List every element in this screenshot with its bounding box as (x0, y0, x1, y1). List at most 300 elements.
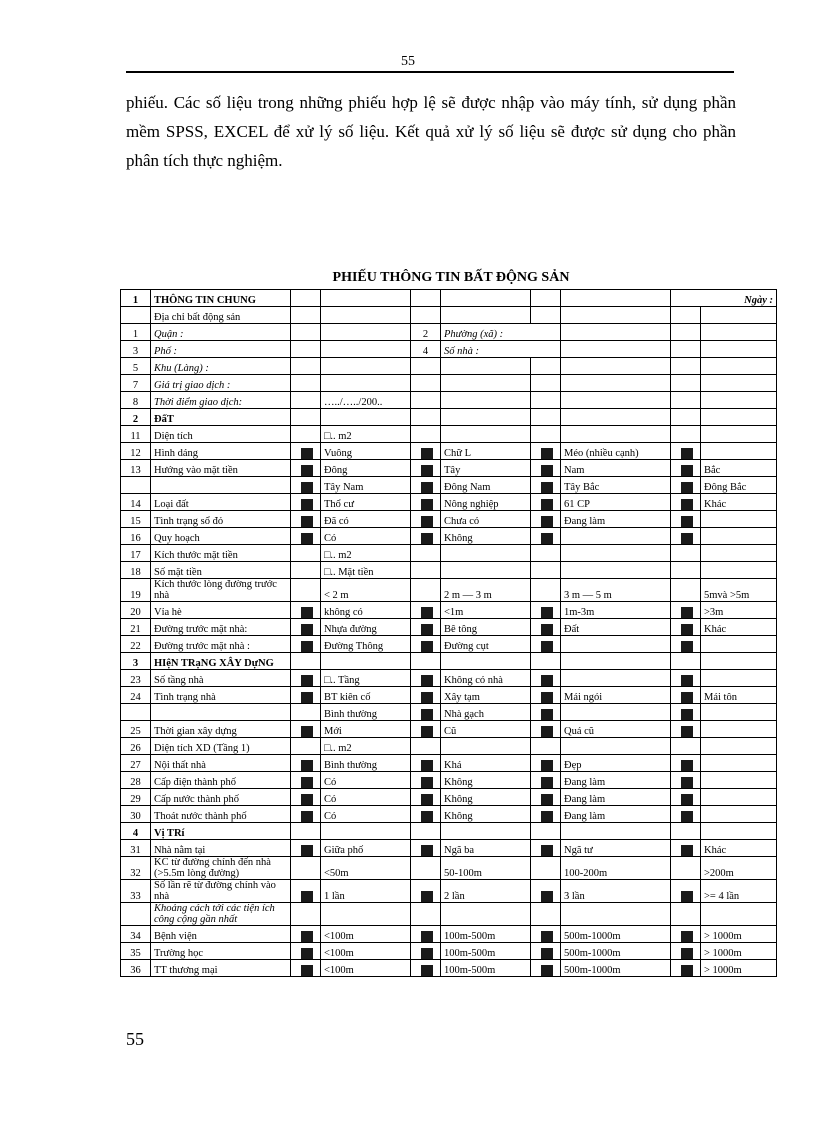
checkbox-icon[interactable] (541, 726, 553, 737)
checkbox-icon[interactable] (421, 948, 433, 959)
option-label: <100m (321, 943, 411, 960)
checkbox-cell[interactable] (291, 755, 321, 772)
form-row (121, 823, 777, 840)
checkbox-icon[interactable] (301, 811, 313, 822)
checkbox-icon[interactable] (541, 760, 553, 771)
checkbox-cell[interactable] (411, 477, 441, 494)
checkbox-icon[interactable] (681, 965, 693, 976)
field-label: HIệN TRạNG XÂY DựNG (151, 653, 291, 670)
row-number: 27 (121, 755, 151, 772)
option-label: Nông nghiệp (441, 494, 531, 511)
row-number: 32 (121, 857, 151, 880)
checkbox-icon[interactable] (541, 845, 553, 856)
form-row (121, 926, 777, 943)
checkbox-icon[interactable] (681, 811, 693, 822)
checkbox-cell[interactable] (411, 636, 441, 653)
checkbox-icon[interactable] (421, 533, 433, 544)
checkbox-icon[interactable] (301, 675, 313, 686)
checkbox-cell[interactable] (411, 755, 441, 772)
checkbox-icon[interactable] (541, 516, 553, 527)
checkbox-cell[interactable] (671, 460, 701, 477)
checkbox-icon[interactable] (681, 794, 693, 805)
checkbox-icon[interactable] (421, 516, 433, 527)
checkbox-cell[interactable] (671, 477, 701, 494)
checkbox-cell[interactable] (291, 926, 321, 943)
option-label: Đang làm (561, 511, 671, 528)
checkbox-cell[interactable] (531, 687, 561, 704)
checkbox-cell[interactable] (671, 880, 701, 903)
checkbox-icon[interactable] (421, 931, 433, 942)
field-label: Phường (xã) : (441, 324, 561, 341)
checkbox-cell[interactable] (411, 443, 441, 460)
field-label: Loại đất (151, 494, 291, 511)
checkbox-cell[interactable] (671, 755, 701, 772)
checkbox-icon[interactable] (541, 482, 553, 493)
row-number: 28 (121, 772, 151, 789)
checkbox-cell[interactable] (671, 602, 701, 619)
form-row (121, 562, 777, 579)
row-number: 35 (121, 943, 151, 960)
field-label: KC từ đường chính đến nhà (>5.5m lòng đường) (151, 857, 291, 880)
row-number: 5 (121, 358, 151, 375)
checkbox-icon[interactable] (421, 891, 433, 902)
checkbox-icon[interactable] (421, 692, 433, 703)
form-row (121, 426, 777, 443)
checkbox-cell[interactable] (291, 602, 321, 619)
checkbox-cell[interactable] (411, 721, 441, 738)
option-label (701, 307, 777, 324)
answer-cell[interactable] (561, 341, 671, 358)
row-number: 33 (121, 880, 151, 903)
checkbox-cell[interactable] (411, 494, 441, 511)
option-label: Đường cụt (441, 636, 531, 653)
field-label: Vỉa hè (151, 602, 291, 619)
checkbox-cell[interactable] (291, 619, 321, 636)
checkbox-cell (291, 358, 321, 375)
checkbox-cell[interactable] (291, 960, 321, 977)
form-row (121, 687, 777, 704)
option-label (561, 562, 671, 579)
checkbox-icon[interactable] (301, 726, 313, 737)
checkbox-cell[interactable] (291, 687, 321, 704)
checkbox-cell[interactable] (531, 443, 561, 460)
form-row (121, 755, 777, 772)
answer-cell[interactable] (561, 324, 671, 341)
option-label: <100m (321, 960, 411, 977)
checkbox-icon[interactable] (421, 709, 433, 720)
checkbox-cell[interactable] (411, 960, 441, 977)
checkbox-cell[interactable] (291, 840, 321, 857)
answer-cell[interactable] (321, 341, 411, 358)
option-label: 61 CP (561, 494, 671, 511)
row-number: 2 (121, 409, 151, 426)
checkbox-cell (671, 738, 701, 755)
checkbox-icon[interactable] (681, 845, 693, 856)
option-label (701, 704, 777, 721)
checkbox-icon[interactable] (541, 794, 553, 805)
checkbox-cell (671, 409, 701, 426)
checkbox-cell[interactable] (671, 806, 701, 823)
checkbox-icon[interactable] (301, 465, 313, 476)
checkbox-icon[interactable] (541, 965, 553, 976)
checkbox-cell[interactable] (291, 806, 321, 823)
checkbox-cell[interactable] (291, 528, 321, 545)
option-label: Đã có (321, 511, 411, 528)
option-label (441, 392, 531, 409)
checkbox-cell[interactable] (531, 755, 561, 772)
checkbox-cell[interactable] (291, 670, 321, 687)
checkbox-cell[interactable] (531, 960, 561, 977)
checkbox-icon[interactable] (681, 465, 693, 476)
checkbox-icon[interactable] (421, 794, 433, 805)
checkbox-cell[interactable] (531, 619, 561, 636)
form-row (121, 670, 777, 687)
checkbox-icon[interactable] (541, 641, 553, 652)
checkbox-icon[interactable] (301, 891, 313, 902)
checkbox-icon[interactable] (301, 948, 313, 959)
option-label: Quá cũ (561, 721, 671, 738)
checkbox-icon[interactable] (681, 641, 693, 652)
checkbox-icon[interactable] (681, 777, 693, 788)
checkbox-icon[interactable] (681, 533, 693, 544)
option-label (561, 409, 671, 426)
checkbox-cell[interactable] (291, 772, 321, 789)
checkbox-cell (671, 358, 701, 375)
checkbox-icon[interactable] (541, 675, 553, 686)
option-label: Đang làm (561, 789, 671, 806)
field-label: Hình dáng (151, 443, 291, 460)
option-label: Có (321, 772, 411, 789)
checkbox-icon[interactable] (301, 931, 313, 942)
option-label (441, 426, 531, 443)
checkbox-icon[interactable] (421, 760, 433, 771)
answer-cell[interactable] (671, 341, 701, 358)
option-label: 1 lần (321, 880, 411, 903)
option-label (561, 670, 671, 687)
field-label: TT thương mại (151, 960, 291, 977)
field-label: Giá trị giao dịch : (151, 375, 291, 392)
checkbox-cell[interactable] (291, 460, 321, 477)
checkbox-icon[interactable] (681, 692, 693, 703)
form-row (121, 392, 777, 409)
option-label (701, 823, 777, 840)
option-label: □.. Tầng (321, 670, 411, 687)
checkbox-cell (531, 307, 561, 324)
checkbox-cell[interactable] (531, 460, 561, 477)
checkbox-cell (411, 653, 441, 670)
checkbox-icon[interactable] (541, 607, 553, 618)
checkbox-cell[interactable] (531, 670, 561, 687)
checkbox-cell[interactable] (531, 789, 561, 806)
checkbox-cell[interactable] (671, 840, 701, 857)
form-row (121, 704, 777, 721)
checkbox-icon[interactable] (681, 726, 693, 737)
row-number: 2 (411, 324, 441, 341)
checkbox-cell[interactable] (671, 943, 701, 960)
option-label: > 1000m (701, 926, 777, 943)
blank-cell (291, 324, 321, 341)
checkbox-cell (411, 375, 441, 392)
checkbox-cell[interactable] (671, 443, 701, 460)
answer-cell[interactable] (321, 324, 411, 341)
option-label: > 1000m (701, 960, 777, 977)
answer-cell[interactable] (701, 341, 777, 358)
checkbox-cell[interactable] (411, 602, 441, 619)
option-label: Tây Nam (321, 477, 411, 494)
option-label: Mới (321, 721, 411, 738)
checkbox-cell[interactable] (411, 926, 441, 943)
checkbox-cell[interactable] (291, 789, 321, 806)
field-label: Đường trước mặt nhà : (151, 636, 291, 653)
checkbox-icon[interactable] (541, 891, 553, 902)
checkbox-cell[interactable] (531, 602, 561, 619)
checkbox-icon[interactable] (301, 794, 313, 805)
checkbox-icon[interactable] (301, 624, 313, 635)
checkbox-icon[interactable] (681, 709, 693, 720)
checkbox-cell[interactable] (671, 687, 701, 704)
row-number: 12 (121, 443, 151, 460)
checkbox-cell[interactable] (411, 806, 441, 823)
checkbox-cell[interactable] (671, 528, 701, 545)
checkbox-icon[interactable] (681, 675, 693, 686)
checkbox-cell[interactable] (291, 511, 321, 528)
checkbox-icon[interactable] (301, 641, 313, 652)
checkbox-icon[interactable] (541, 448, 553, 459)
option-label (701, 789, 777, 806)
field-label: Kích thước lòng đường trước nhà (151, 579, 291, 602)
checkbox-cell (531, 409, 561, 426)
row-number: 25 (121, 721, 151, 738)
answer-cell[interactable] (671, 324, 701, 341)
checkbox-cell[interactable] (411, 880, 441, 903)
row-number: 7 (121, 375, 151, 392)
checkbox-cell[interactable] (671, 704, 701, 721)
checkbox-icon[interactable] (681, 624, 693, 635)
checkbox-icon[interactable] (681, 891, 693, 902)
option-label (441, 290, 531, 307)
checkbox-icon[interactable] (421, 811, 433, 822)
checkbox-cell (671, 375, 701, 392)
checkbox-icon[interactable] (681, 499, 693, 510)
checkbox-cell[interactable] (291, 636, 321, 653)
checkbox-icon[interactable] (541, 499, 553, 510)
checkbox-cell[interactable] (411, 840, 441, 857)
checkbox-cell[interactable] (531, 943, 561, 960)
option-label: không có (321, 602, 411, 619)
checkbox-cell (531, 358, 561, 375)
option-label: 100m-500m (441, 960, 531, 977)
checkbox-cell[interactable] (671, 960, 701, 977)
checkbox-icon[interactable] (301, 533, 313, 544)
checkbox-cell[interactable] (291, 943, 321, 960)
checkbox-cell[interactable] (291, 880, 321, 903)
checkbox-cell[interactable] (531, 494, 561, 511)
row-number: 3 (121, 653, 151, 670)
option-label: <50m (321, 857, 411, 880)
option-label: Đường Thông (321, 636, 411, 653)
option-label: Bê tông (441, 619, 531, 636)
checkbox-icon[interactable] (421, 675, 433, 686)
option-label: 3 lần (561, 880, 671, 903)
option-label (441, 653, 531, 670)
option-label: >3m (701, 602, 777, 619)
checkbox-cell[interactable] (291, 721, 321, 738)
checkbox-cell[interactable] (411, 511, 441, 528)
form-row (121, 477, 777, 494)
blank-cell (291, 341, 321, 358)
checkbox-cell[interactable] (531, 772, 561, 789)
checkbox-icon[interactable] (301, 448, 313, 459)
checkbox-icon[interactable] (301, 760, 313, 771)
checkbox-icon[interactable] (681, 482, 693, 493)
option-label (321, 290, 411, 307)
checkbox-cell (411, 358, 441, 375)
option-label (701, 670, 777, 687)
checkbox-cell[interactable] (531, 880, 561, 903)
checkbox-icon[interactable] (301, 482, 313, 493)
checkbox-icon[interactable] (421, 482, 433, 493)
property-info-form (120, 289, 777, 977)
option-label: Méo (nhiều cạnh) (561, 443, 671, 460)
checkbox-cell (671, 426, 701, 443)
checkbox-icon[interactable] (301, 777, 313, 788)
field-label: Trường học (151, 943, 291, 960)
checkbox-cell (411, 290, 441, 307)
checkbox-cell[interactable] (291, 443, 321, 460)
checkbox-cell[interactable] (531, 926, 561, 943)
field-label: Diện tích (151, 426, 291, 443)
option-label: 1m-3m (561, 602, 671, 619)
checkbox-cell (531, 426, 561, 443)
checkbox-cell[interactable] (291, 477, 321, 494)
checkbox-icon[interactable] (421, 777, 433, 788)
checkbox-cell[interactable] (531, 704, 561, 721)
checkbox-cell[interactable] (671, 511, 701, 528)
checkbox-cell (531, 545, 561, 562)
checkbox-icon[interactable] (541, 811, 553, 822)
checkbox-cell[interactable] (411, 670, 441, 687)
row-number: 19 (121, 579, 151, 602)
checkbox-icon[interactable] (421, 624, 433, 635)
checkbox-icon[interactable] (421, 726, 433, 737)
row-number: 11 (121, 426, 151, 443)
checkbox-icon[interactable] (421, 499, 433, 510)
checkbox-icon[interactable] (681, 516, 693, 527)
form-row (121, 324, 777, 341)
checkbox-icon[interactable] (301, 499, 313, 510)
option-label (321, 358, 411, 375)
checkbox-cell[interactable] (671, 721, 701, 738)
checkbox-icon[interactable] (421, 641, 433, 652)
row-number: 3 (121, 341, 151, 358)
option-label (561, 426, 671, 443)
checkbox-icon[interactable] (541, 533, 553, 544)
option-label (701, 545, 777, 562)
checkbox-cell[interactable] (531, 636, 561, 653)
checkbox-icon[interactable] (541, 624, 553, 635)
checkbox-icon[interactable] (421, 607, 433, 618)
checkbox-cell[interactable] (671, 789, 701, 806)
option-label: Không có nhà (441, 670, 531, 687)
checkbox-icon[interactable] (681, 931, 693, 942)
checkbox-cell[interactable] (531, 528, 561, 545)
field-label: Nhà nằm tại (151, 840, 291, 857)
checkbox-cell[interactable] (411, 619, 441, 636)
checkbox-icon[interactable] (681, 760, 693, 771)
option-label: BT kiên cố (321, 687, 411, 704)
option-label (701, 636, 777, 653)
checkbox-cell (411, 579, 441, 602)
answer-cell[interactable] (701, 324, 777, 341)
checkbox-icon[interactable] (301, 516, 313, 527)
option-label: Thổ cư (321, 494, 411, 511)
checkbox-icon[interactable] (421, 465, 433, 476)
checkbox-icon[interactable] (681, 448, 693, 459)
checkbox-cell[interactable] (411, 704, 441, 721)
field-label: Địa chỉ bất động sản (151, 307, 291, 324)
checkbox-cell[interactable] (531, 721, 561, 738)
body-paragraph: phiếu. Các số liệu trong những phiếu hợp lệ sẽ được nhập vào máy tính, sử dụng phần mềm SPSS, EXCEL để xử lý số liệu. Kết quả xử lý số liệu sẽ được sử dụng cho phần phân tích thực nghiệm. (126, 93, 736, 170)
checkbox-cell[interactable] (531, 806, 561, 823)
row-number (121, 903, 151, 926)
checkbox-cell[interactable] (671, 772, 701, 789)
checkbox-icon[interactable] (681, 948, 693, 959)
checkbox-icon[interactable] (301, 845, 313, 856)
option-label (441, 903, 531, 926)
checkbox-cell[interactable] (291, 494, 321, 511)
checkbox-icon[interactable] (541, 777, 553, 788)
checkbox-icon[interactable] (541, 692, 553, 703)
checkbox-icon[interactable] (541, 465, 553, 476)
checkbox-cell[interactable] (411, 528, 441, 545)
checkbox-cell[interactable] (411, 687, 441, 704)
checkbox-cell[interactable] (411, 460, 441, 477)
checkbox-icon[interactable] (301, 692, 313, 703)
field-label (151, 477, 291, 494)
checkbox-cell[interactable] (411, 943, 441, 960)
checkbox-icon[interactable] (301, 965, 313, 976)
checkbox-cell[interactable] (671, 636, 701, 653)
checkbox-cell[interactable] (671, 619, 701, 636)
form-row (121, 290, 777, 307)
checkbox-icon[interactable] (541, 709, 553, 720)
field-label: Số tầng nhà (151, 670, 291, 687)
checkbox-cell[interactable] (531, 477, 561, 494)
checkbox-icon[interactable] (681, 607, 693, 618)
checkbox-cell[interactable] (531, 840, 561, 857)
form-row (121, 341, 777, 358)
checkbox-icon[interactable] (541, 948, 553, 959)
option-label (701, 426, 777, 443)
checkbox-icon[interactable] (301, 607, 313, 618)
checkbox-cell[interactable] (671, 494, 701, 511)
checkbox-cell (671, 545, 701, 562)
checkbox-cell[interactable] (411, 772, 441, 789)
checkbox-cell[interactable] (671, 926, 701, 943)
checkbox-cell (291, 704, 321, 721)
checkbox-icon[interactable] (421, 448, 433, 459)
option-label (561, 903, 671, 926)
option-label (701, 443, 777, 460)
checkbox-icon[interactable] (541, 931, 553, 942)
checkbox-cell[interactable] (671, 670, 701, 687)
checkbox-cell[interactable] (411, 789, 441, 806)
checkbox-icon[interactable] (421, 965, 433, 976)
page-number-footer: 55 (126, 1029, 144, 1049)
checkbox-cell[interactable] (531, 511, 561, 528)
checkbox-icon[interactable] (421, 845, 433, 856)
field-label (151, 704, 291, 721)
